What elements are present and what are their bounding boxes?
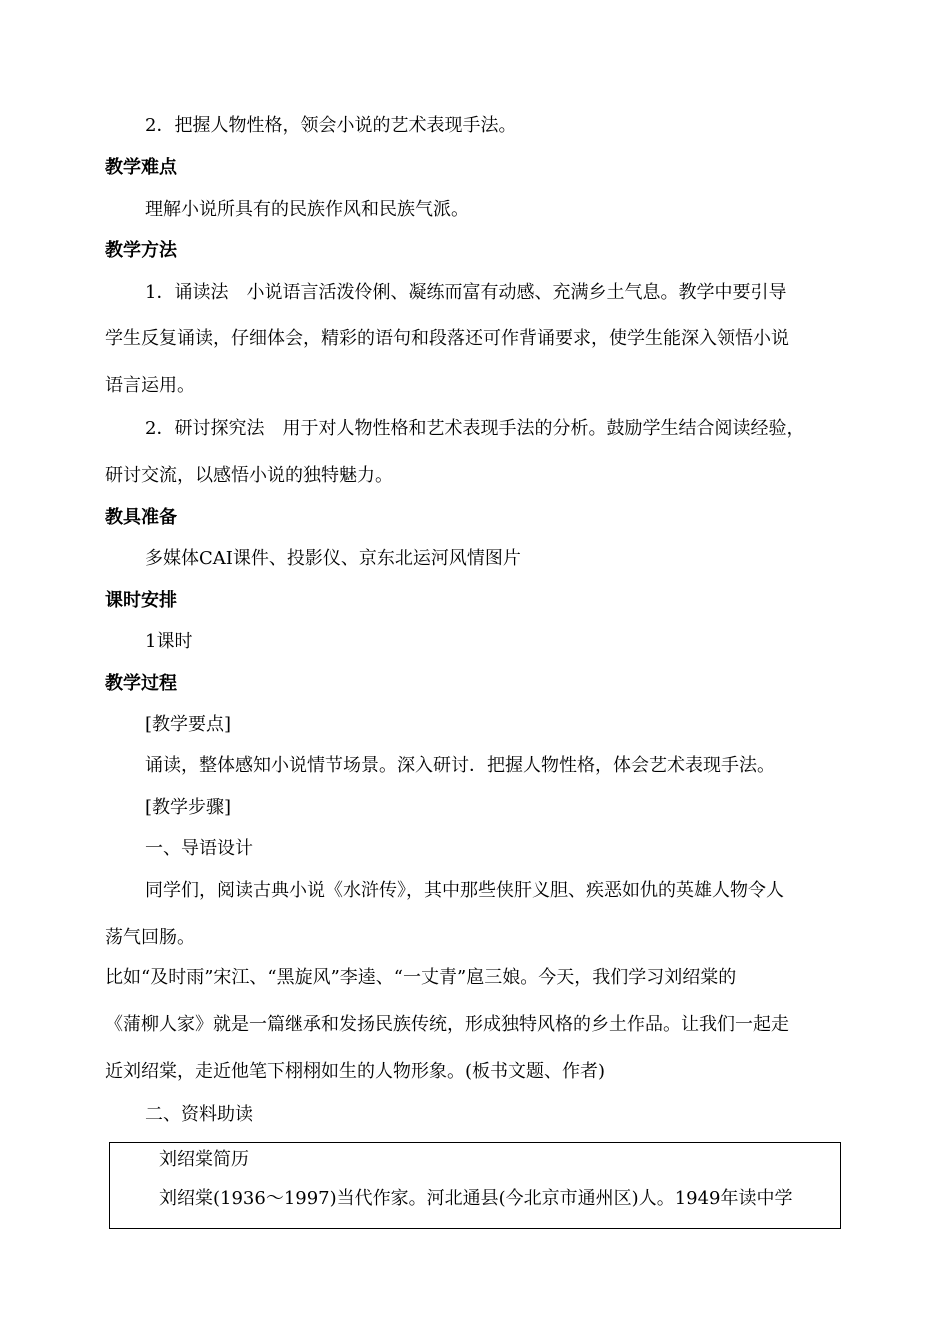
tools-heading: 教具准备 [105,507,177,528]
objective-item-2: 2．把握人物性格，领会小说的艺术表现手法。 [145,115,517,136]
method-2-line-2: 研讨交流，以感悟小说的独特魅力。 [105,465,393,486]
schedule-heading: 课时安排 [105,590,177,611]
bio-title: 刘绍棠简历 [159,1149,249,1170]
method-2-line-1: 2．研讨探究法 用于对人物性格和艺术表现手法的分析。鼓励学生结合阅读经验， [145,418,805,439]
intro-line-4: 《蒲柳人家》就是一篇继承和发扬民族传统，形成独特风格的乡土作品。让我们一起走 [105,1014,789,1035]
intro-line-3: 比如“及时雨”宋江、“黑旋风”李逵、“一丈青”扈三娘。今天，我们学习刘绍棠的 [105,967,737,988]
schedule-text: 1课时 [145,631,193,652]
method-1-line-2: 学生反复诵读，仔细体会，精彩的语句和段落还可作背诵要求，使学生能深入领悟小说 [105,328,789,349]
teaching-points-text: 诵读，整体感知小说情节场景。深入研讨．把握人物性格，体会艺术表现手法。 [145,755,775,776]
intro-line-5: 近刘绍棠，走近他笔下栩栩如生的人物形象。(板书文题、作者) [105,1061,606,1082]
bio-text: 刘绍棠(1936～1997)当代作家。河北通县(今北京市通州区)人。1949年读中学 [159,1188,793,1209]
intro-line-1: 同学们，阅读古典小说《水浒传》，其中那些侠肝义胆、疾恶如仇的英雄人物令人 [145,880,784,901]
step-1-title: 一、导语设计 [145,838,253,859]
teaching-points-label: [教学要点] [145,714,232,735]
bio-box [109,1142,841,1229]
methods-heading: 教学方法 [105,240,177,261]
intro-line-2: 荡气回肠。 [105,927,195,948]
method-1-line-3: 语言运用。 [105,375,195,396]
process-heading: 教学过程 [105,673,177,694]
step-2-title: 二、资料助读 [145,1104,253,1125]
difficulty-text: 理解小说所具有的民族作风和民族气派。 [145,199,469,220]
difficulty-heading: 教学难点 [105,157,177,178]
teaching-steps-label: [教学步骤] [145,797,232,818]
method-1-line-1: 1．诵读法 小说语言活泼伶俐、凝练而富有动感、充满乡土气息。教学中要引导 [145,282,787,303]
tools-text: 多媒体CAI课件、投影仪、京东北运河风情图片 [145,548,521,569]
